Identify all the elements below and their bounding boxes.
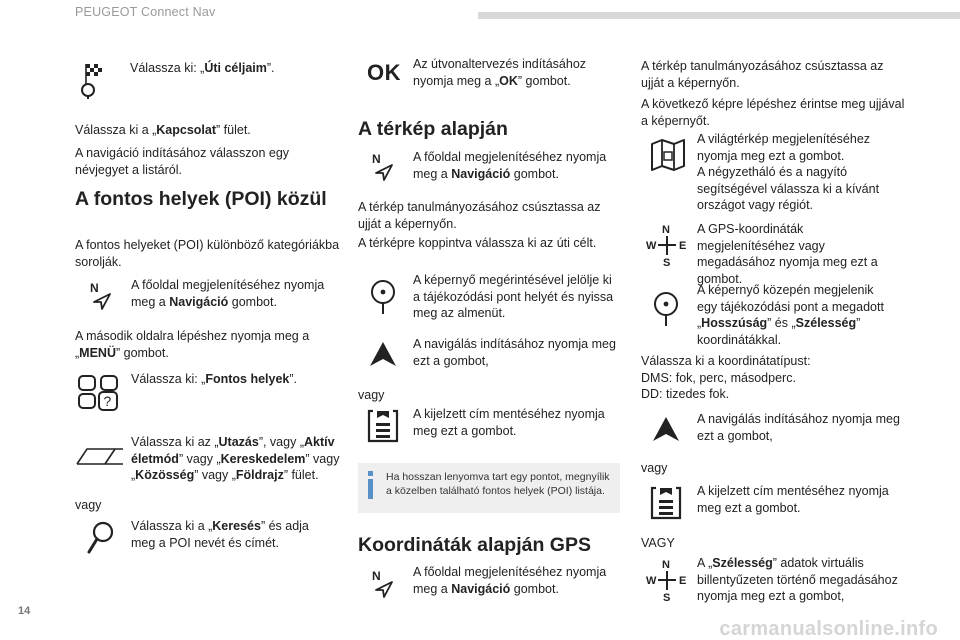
- poi-intro-text: A fontos helyeket (POI) különböző kategóriákba sorolják.: [75, 238, 340, 269]
- gps-coordinates-text: A GPS-koordináták megjelenítéséhez vagy megadásához nyomja meg ezt a gombot.: [697, 222, 878, 286]
- navigate-arrow-icon: [651, 415, 681, 443]
- compass-n-label: N: [662, 559, 670, 571]
- magnifier-icon: [86, 520, 116, 556]
- heading-poi: A fontos helyek (POI) közül: [75, 188, 327, 210]
- navigation-button-text-1: A főoldal megjelenítéséhez nyomja meg a Navigáció gombot.: [131, 278, 325, 309]
- compass-e-label: E: [679, 240, 687, 252]
- svg-text:N: N: [372, 569, 381, 583]
- ok-button-text: Az útvonaltervezés indításához nyomja meg a „OK” gombot.: [413, 57, 587, 88]
- slide-map-text: A térkép tanulmányozásához csúsztassa az ujját a képernyőn.: [358, 200, 601, 231]
- watermark: carmanualsonline.info: [719, 618, 938, 640]
- svg-text:N: N: [372, 152, 381, 166]
- choose-contact-tab-text: Válassza ki a „Kapcsolat” fület.: [75, 123, 251, 137]
- heading-map: A térkép alapján: [358, 118, 508, 140]
- mark-poi-text: A képernyő megérintésével jelölje ki a tájékozódási pont helyét és nyissa meg az almenüt.: [413, 273, 614, 320]
- save-address-text-1: A kijelzett cím mentéséhez nyomja meg ezt a gombot.: [413, 407, 605, 438]
- note-text: Ha hosszan lenyomva tart egy pontot, megnyílik a közelben található fontos helyek (POI) listája.: [386, 471, 610, 498]
- location-pin-icon: [652, 290, 680, 328]
- compass-n-label: N: [662, 224, 670, 236]
- latitude-keyboard-text: A „Szélesség” adatok virtuális billentyűzeten történő megadásához nyomja meg ezt a gombot,: [697, 556, 898, 603]
- gps-compass-icon: [646, 557, 688, 603]
- compass-e-label: E: [679, 575, 687, 587]
- info-icon: [368, 471, 373, 499]
- navigation-button-text-2: A főoldal megjelenítéséhez nyomja meg a Navigáció gombot.: [413, 150, 607, 181]
- choose-poi-text: Válassza ki: „Fontos helyek”.: [131, 372, 298, 386]
- gps-compass-icon: [646, 222, 688, 268]
- center-poi-text: A képernyő közepén megjelenik egy tájékozódási pont a megadott „Hosszúság” és „Szélesség” koordinátákkal.: [697, 283, 884, 347]
- search-text: Válassza ki a „Keresés” és adja meg a POI nevét és címét.: [131, 519, 309, 550]
- tabs-slant-icon: [75, 446, 125, 466]
- start-navigation-text-2: A navigálás indításához nyomja meg ezt a gombot,: [697, 412, 900, 443]
- contact-list-text: A navigáció indításához válasszon egy névjegyet a listáról.: [75, 146, 290, 177]
- navigation-icon: [370, 151, 396, 181]
- navigation-button-text-3: A főoldal megjelenítéséhez nyomja meg a Navigáció gombot.: [413, 565, 607, 596]
- poi-list-note: [358, 463, 620, 513]
- compass-w-label: W: [646, 240, 657, 252]
- menu-button-text: A második oldalra lépéshez nyomja meg a „MENÜ” gombot.: [75, 329, 310, 360]
- touch-screen-text: A következő képre lépéshez érintse meg ujjával a képernyőt.: [641, 97, 905, 128]
- checkered-flag-pin-icon: [80, 62, 106, 100]
- or-text-1: vagy: [75, 498, 102, 512]
- world-map-icon: [650, 138, 686, 172]
- navigation-icon: [88, 280, 114, 310]
- compass-w-label: W: [646, 575, 657, 587]
- coordinate-type-text: Válassza ki a koordinátatípust: DMS: fok, perc, másodperc. DD: tizedes fok.: [641, 354, 811, 401]
- svg-text:?: ?: [103, 393, 112, 409]
- ok-icon: OK: [367, 60, 401, 85]
- running-header: PEUGEOT Connect Nav: [75, 5, 216, 19]
- slide-map-text-2: A térkép tanulmányozásához csúsztassa az ujját a képernyőn.: [641, 59, 884, 90]
- location-pin-icon: [369, 278, 397, 316]
- navigate-arrow-icon: [368, 340, 398, 368]
- save-address-icon: [650, 486, 682, 520]
- svg-text:N: N: [90, 281, 99, 295]
- navigation-icon: [370, 568, 396, 598]
- start-navigation-text-1: A navigálás indításához nyomja meg ezt a gombot,: [413, 337, 616, 368]
- header-bar: [478, 12, 960, 19]
- or-text-4: VAGY: [641, 536, 675, 550]
- page-number: 14: [18, 605, 31, 617]
- or-text-2: vagy: [358, 388, 385, 402]
- or-text-3: vagy: [641, 461, 668, 475]
- choose-destinations-text: Válassza ki: „Úti céljaim”.: [130, 61, 275, 75]
- choose-category-tabs-text: Válassza ki az „Utazás”, vagy „Aktív életmód” vagy „Kereskedelem” vagy „Közösség” vagy „Földrajz” fület.: [131, 435, 340, 482]
- world-map-text: A világtérkép megjelenítéséhez nyomja meg ezt a gombot. A négyzetháló és a nagyító segítségével válassza ki a kívánt országot vagy régiót.: [697, 132, 880, 212]
- poi-categories-icon: [77, 372, 123, 412]
- heading-gps: Koordináták alapján GPS: [358, 534, 591, 556]
- save-address-text-2: A kijelzett cím mentéséhez nyomja meg ezt a gombot.: [697, 484, 889, 515]
- tap-map-text: A térképre koppintva válassza ki az úti célt.: [358, 236, 597, 250]
- compass-s-label: S: [663, 257, 671, 268]
- compass-s-label: S: [663, 592, 671, 603]
- save-address-icon: [367, 409, 399, 443]
